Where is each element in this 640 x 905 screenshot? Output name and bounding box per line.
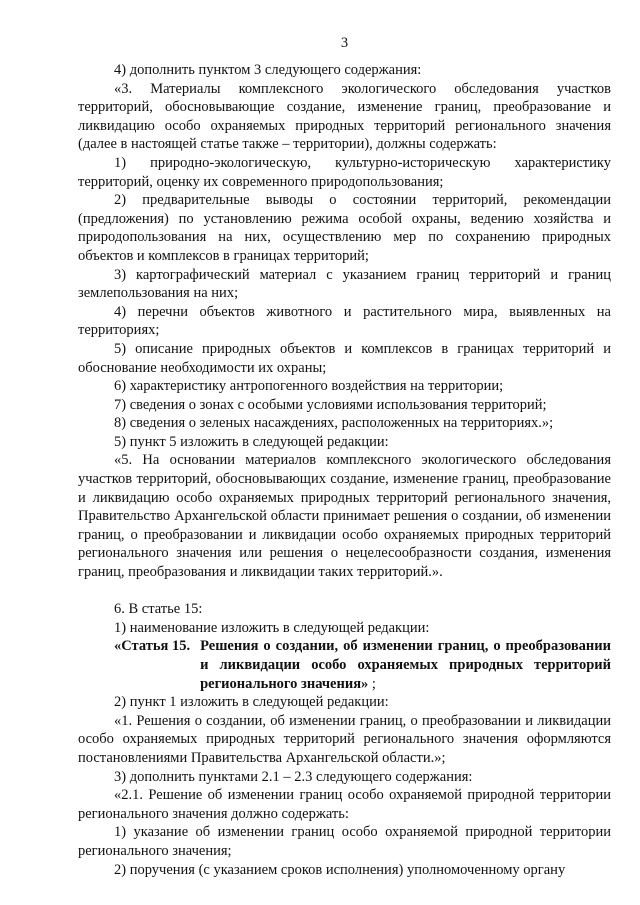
paragraph-point-3-3: 3) картографический материал с указанием границ территорий и границ землепользования на них; (78, 266, 611, 302)
paragraph-item-6-1: 1) наименование изложить в следующей редакции: (114, 619, 430, 636)
paragraph-point-2-1: «2.1. Решение об изменении границ особо охраняемой природной территории регионального значения должно содержать: (78, 787, 611, 822)
paragraph-point-3-4: 4) перечни объектов животного и растительного мира, выявленных на территориях; (78, 303, 611, 339)
paragraph-point-2-1-2: 2) поручения (с указанием сроков исполнения) уполномоченному органу (114, 861, 566, 878)
blank-line (78, 582, 611, 601)
paragraph-item-6-3: 3) дополнить пунктами 2.1 – 2.3 следующего содержания: (114, 768, 473, 785)
paragraph-point-3-2: 2) предварительные выводы о состоянии территорий, рекомендации (предложения) по установлению режима особой охраны, ведению хозяйства и природопользования на них, осуществлению мер по сохранению природных объектов и комплексов в границах территорий; (78, 192, 611, 264)
paragraph-item-5: 5) пункт 5 изложить в следующей редакции: (114, 433, 389, 450)
article-15-heading (78, 637, 611, 693)
article-15-title (200, 637, 611, 693)
paragraph-point-3-1: 1) природно-экологическую, культурно-историческую характеристику территорий, оценку их современного природопользования; (78, 154, 611, 190)
paragraph-point-3-8: 8) сведения о зеленых насаждениях, расположенных на территориях.»; (114, 415, 554, 432)
paragraph-point-1-text: «1. Решения о создании, об изменении границ, о преобразовании и ликвидации особо охраняемых природных территорий регионального значения оформляются постановлениями Правительства Архангельской области.»; (78, 712, 611, 766)
paragraph-item-4: 4) дополнить пунктом 3 следующего содержания: (114, 62, 422, 78)
paragraph-item-6-2: 2) пункт 1 изложить в следующей редакции: (114, 694, 389, 711)
paragraph-point-3-intro: «3. Материалы комплексного экологического обследования участков территорий, обосновывающие создание, изменение границ, преобразование и ликвидацию особо охраняемых природных территорий регионального значения (далее в настоящей статье также – территории), должны содержать: (78, 80, 611, 153)
article-15-label: «Статья 15. (114, 638, 191, 655)
document-page (78, 34, 611, 879)
article-15-title-text: Решения о создании, об изменении границ, о преобразовании и ликвидации особо охраняемых природных территорий регионального значения» (200, 638, 611, 692)
paragraph-point-3-5: 5) описание природных объектов и комплексов в границах территорий и обоснование необходимости их охраны; (78, 340, 611, 376)
article-15-suffix: ; (368, 675, 376, 692)
paragraph-point-3-6: 6) характеристику антропогенного воздействия на территории; (114, 378, 504, 395)
paragraph-item-6: 6. В статье 15: (114, 601, 203, 618)
page-number: 3 (340, 35, 349, 51)
paragraph-point-3-7: 7) сведения о зонах с особыми условиями использования территорий; (114, 396, 547, 413)
paragraph-point-2-1-1: 1) указание об изменении границ особо охраняемой природной территории регионального значения; (78, 824, 611, 859)
paragraph-point-5-text: «5. На основании материалов комплексного экологического обследования участков территорий, обосновывающих создание, изменение границ, преобразование и ликвидацию особо охраняемых природных территорий регионального значения, Правительство Архангельской области принимает решения о создании, об изменении границ, о преобразовании и ликвидации особо охраняемых природных территорий регионального значения или решения о нецелесообразности создания, изменения границ, преобразования и ликвидации таких территорий.». (78, 452, 611, 581)
